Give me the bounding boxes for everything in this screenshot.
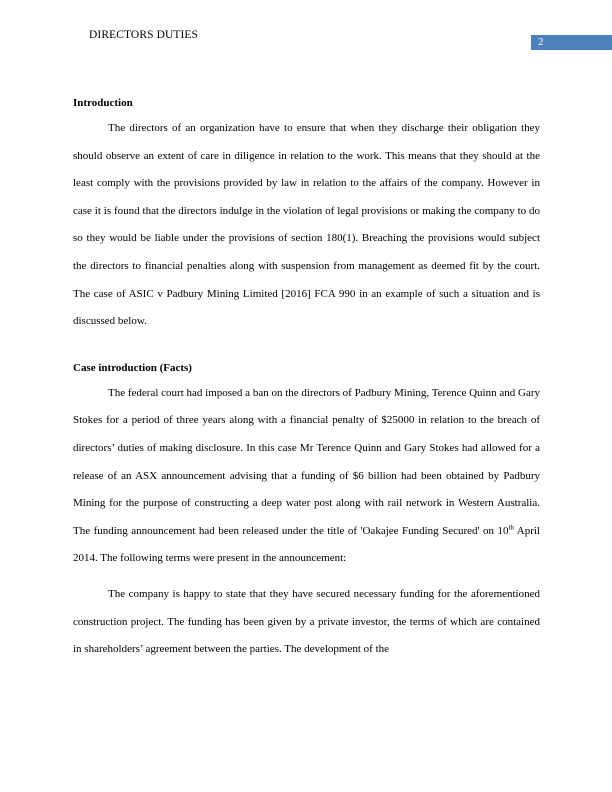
running-header-title: DIRECTORS DUTIES xyxy=(89,29,199,41)
case-facts-text-part1: The federal court had imposed a ban on the directors of Padbury Mining, Terence Quinn and Gary Stokes for a period of three years along with a financial penalty of $25000 in relation to the breach of directors’ duties of making disclosure. In this case Mr Terence Quinn and Gary Stokes had allowed for a release of an ASX announcement advising that a funding of $6 billion had been obtained by Padbury Mining for the purpose of constructing a deep water post along with rail network in Western Australia. The funding announcement had been released under the title of 'Oakajee Funding Secured' on 10 xyxy=(73,386,540,537)
ordinal-superscript: th xyxy=(508,523,514,532)
introduction-paragraph: The directors of an organization have to ensure that when they discharge their obligation they should observe an extent of care in diligence in relation to the work. This means that they should at the least comply with the provisions provided by law in relation to the affairs of the company. However in case it is found that the directors indulge in the violation of legal provisions or making the company to do so they would be liable under the provisions of section 180(1). Breaching the provisions would subject the directors to financial penalties along with suspension from management as deemed fit by the court. The case of ASIC v Padbury Mining Limited [2016] FCA 990 in an example of such a situation and is discussed below. xyxy=(73,122,540,328)
introduction-heading: Introduction xyxy=(73,97,133,109)
case-facts-paragraph xyxy=(73,380,540,573)
document-body xyxy=(73,93,540,664)
case-facts-text-part2: April 2014. The following terms were present in the announcement: xyxy=(73,524,540,565)
page-number-badge: 2 xyxy=(531,35,612,50)
announcement-quote-paragraph: The company is happy to state that they have secured necessary funding for the aforementioned construction project. The funding has been given by a private investor, the terms of which are contained in shareholders’ agreement between the parties. The development of the xyxy=(73,587,540,656)
case-introduction-heading: Case introduction (Facts) xyxy=(73,361,192,374)
